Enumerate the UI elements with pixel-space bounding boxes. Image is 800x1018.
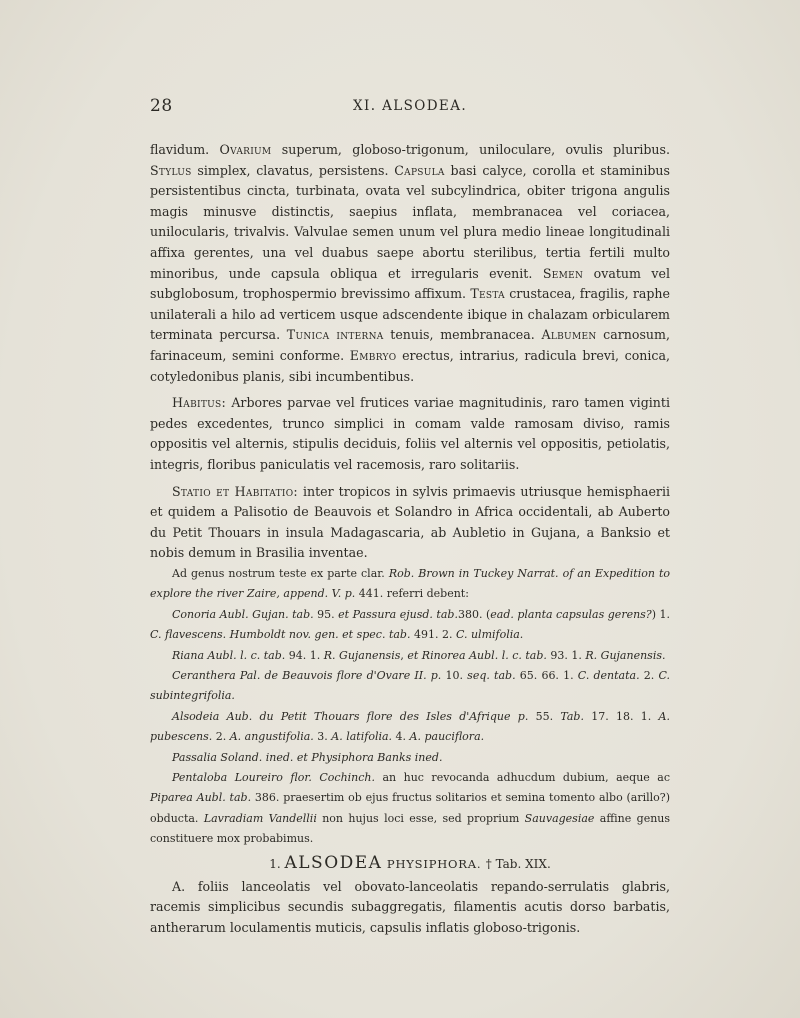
term-tunica-interna: Tunica interna [286,327,384,343]
habitus-label: Habitus: [172,395,227,411]
note-riana: Riana Aubl. l. c. tab. 94. 1. R. Gujanensis, et Rinorea Aubl. l. c. tab. 93. 1. R. Gujanensis. [172,648,666,662]
term-embryo: Embryo [349,347,397,363]
dagger-symbol: † [485,856,492,871]
species-diagnosis: A. foliis lanceolatis vel obovato-lanceolatis repando-serrulatis glabris, racemis simplicibus secundis subaggregatis, filamentis acutis dorso barbatis, antherarum loculamentis muticis, capsulis inflatis globoso-trigonis. [150,878,670,935]
page-body [150,140,670,938]
page-header [150,96,670,122]
notes-section [150,564,670,850]
plate-reference: Tab. XIX. [491,856,551,871]
habitus-paragraph: Habitus: Arbores parvae vel frutices variae magnitudinis, raro tamen viginti pedes excedentes, trunco simplici in comam valde ramosam diviso, ramis oppositis vel alternis, stipulis deciduis, foliis vel alternis vel oppositis, petiolatis, integris, floribus paniculatis vel racemosis, raro solitariis. [150,395,670,472]
statio-paragraph: Statio et Habitatio: inter tropicos in sylvis primaevis utriusque hemisphaerii et quidem a Palisotio de Beauvois et Solandro in Africa occidentali, ab Auberto du Petit Thouars in insula Madagascaria, ab Aubletio in Gujana, a Banksio et nobis demum in Brasilia inventae. [150,483,671,561]
note-passalia: Passalia Soland. ined. et Physiphora Banks ined. [172,750,443,764]
genus-description-paragraph: flavidum. Ovarium superum, globoso-trigonum, uniloculare, ovulis pluribus. Stylus simplex, clavatus, persistens. Capsula basi calyce, corolla et staminibus persistentibus cincta, turbinata, ovata vel subcylindrica, obiter trigona angulis magis minusve distinctis, saepius inflata, membranacea vel coriacea, unilocularis, trivalvis. Valvulae semen unum vel plura medio lineae longitudinali affixa gerentes, una vel duabus saepe abortu sterilibus, tertia fertili multo minoribus, unde capsula obliqua et irregularis evenit. Semen ovatum vel subglobosum, trophospermio brevissimo affixum. Testa crustacea, fragilis, raphe unilaterali a hilo ad verticem usque adscendente ibique in chalazam orbicularem terminata percursa. Tunica interna tenuis, membranacea. Albumen carnosum, farinaceum, semini conforme. Embryo erectus, intrarius, radicula brevi, conica, cotyledonibus planis, sibi incumbentibus. [150,142,671,384]
species-epithet: PHYSIPHORA. [382,856,486,871]
term-albumen: Albumen [541,327,597,343]
term-ovarium: Ovarium [219,142,272,157]
term-stylus: Stylus [150,162,192,178]
term-semen: Semen [542,265,584,281]
note-alsodeia: Alsodeia Aub. du Petit Thouars flore des Isles d'Afrique p. 55. Tab. 17. 18. 1. A. pubescens. 2. A. angustifolia. 3. A. latifolia. 4. A. pauciflora. [150,709,670,744]
term-capsula: Capsula [394,162,445,178]
statio-label: Statio et Habitatio: [172,483,298,499]
running-title: XI. ALSODEA. [352,98,468,114]
note-intro: Ad genus nostrum teste ex parte clar. Rob. Brown in Tuckey Narrat. of an Expedition to explore the river Zaire, append. V. p. 441. referri debent: [150,566,671,601]
note-pentaloba: Pentaloba Loureiro flor. Cochinch. an huc revocanda adhucdum dubium, aeque ac Piparea Aubl. tab. 386. praesertim ob ejus fructus solitarios et semina tomento albo (arillo?) obducta. Lavradiam Vandellii non hujus loci esse, sed proprium Sauvagesiae affine genus constituere mox probabimus. [150,770,671,846]
note-conoria: Conoria Aubl. Gujan. tab. 95. et Passura ejusd. tab.380. (ead. planta capsulas gerens?) 1. C. flavescens. Humboldt nov. gen. et spec. tab. 491. 2. C. ulmifolia. [150,607,671,642]
note-ceranthera: Ceranthera Pal. de Beauvois flore d'Ovare II. p. 10. seq. tab. 65. 66. 1. C. dentata. 2. C. subintegrifolia. [150,668,670,703]
species-genus: ALSODEA [284,852,383,873]
page-number: 28 [150,96,173,116]
term-testa: Testa [470,286,505,302]
species-heading: 1. ALSODEA PHYSIPHORA. † Tab. XIX. [269,852,551,873]
